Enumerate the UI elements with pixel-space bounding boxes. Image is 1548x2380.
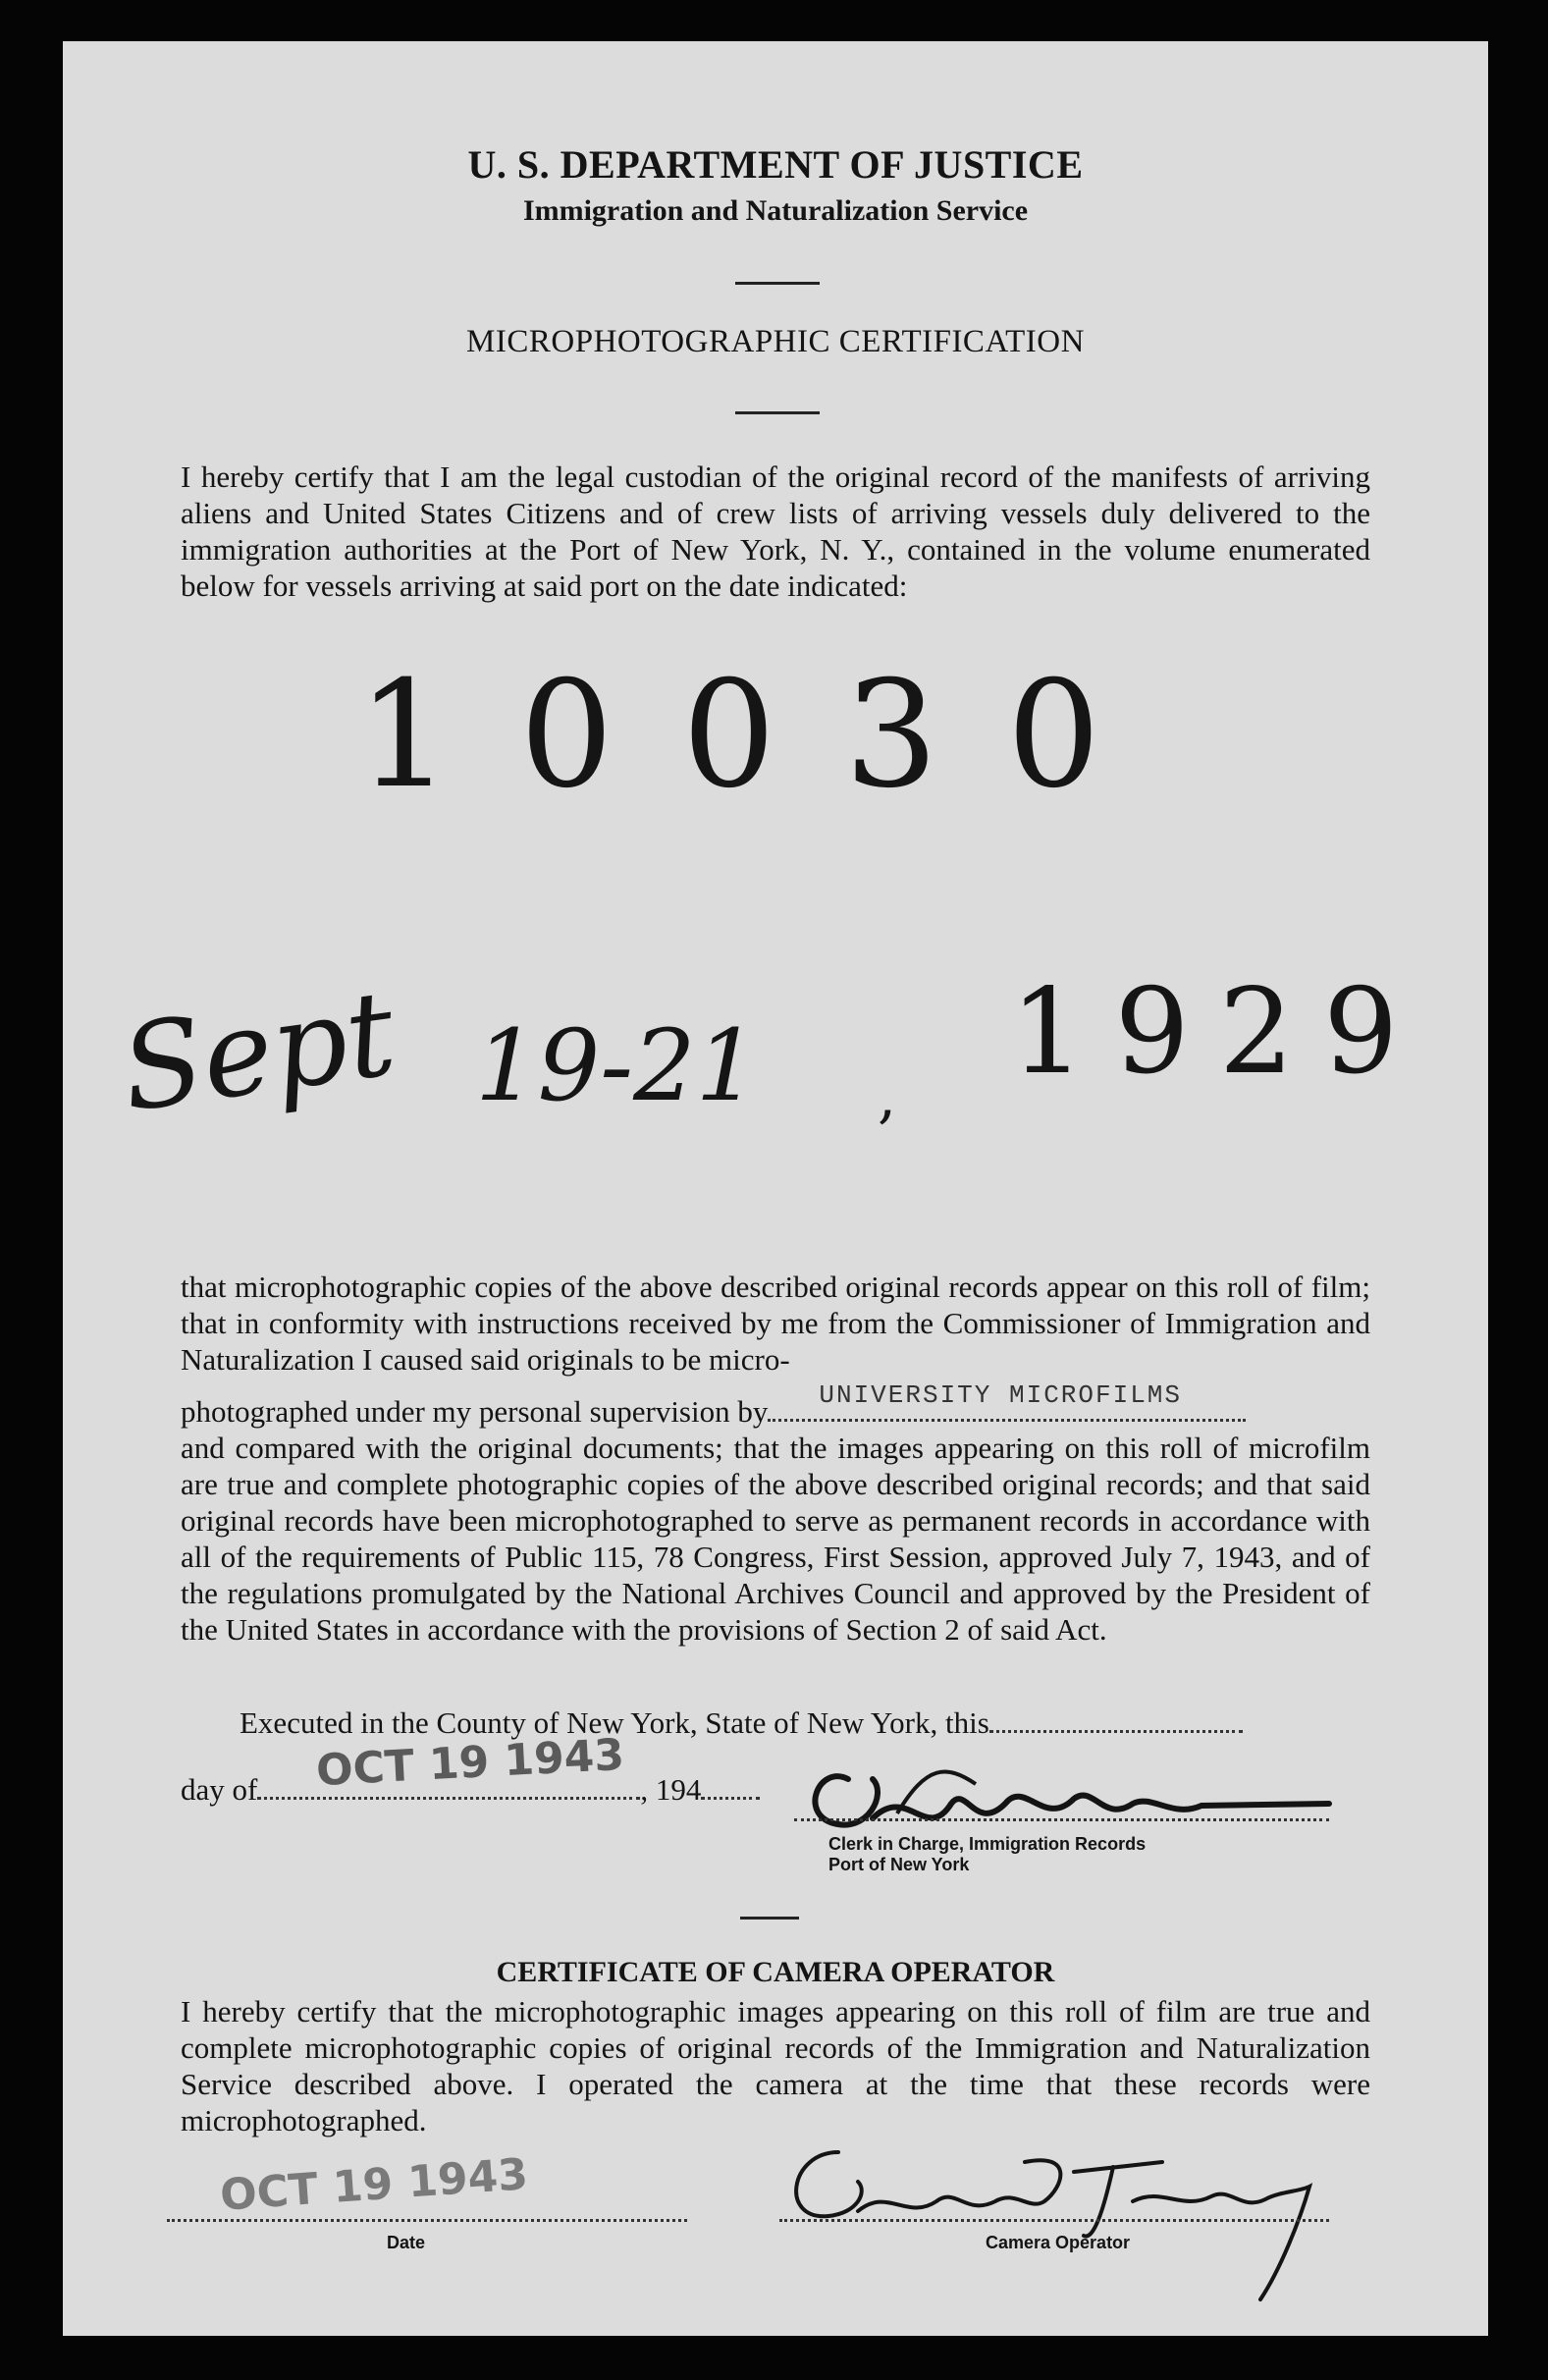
camera-operator-caption: Camera Operator xyxy=(986,2233,1131,2252)
date-stamp: OCT 19 1943 xyxy=(314,1729,626,1797)
date-stamp: OCT 19 1943 xyxy=(218,2149,530,2221)
camera-operator-signature xyxy=(750,2133,1339,2319)
department-heading: U. S. DEPARTMENT OF JUSTICE xyxy=(467,142,1084,187)
supervision-row xyxy=(181,1380,1246,1430)
executed-label: Executed in the County of New York, State of New York, this xyxy=(240,1705,989,1740)
divider xyxy=(740,1917,799,1920)
year-label: , 194 xyxy=(640,1772,702,1807)
certification-body-start: that microphotographic copies of the above described original records appear on this roll of film; that in conformity with instructions received by me from the Commissioner of Immigration and Naturalization I caused said originals to be micro- xyxy=(181,1270,1370,1377)
form-title: MICROPHOTOGRAPHIC CERTIFICATION xyxy=(466,324,1085,359)
certification-intro: I hereby certify that I am the legal custodian of the original record of the manifests of arriving aliens and United States Citizens and of crew lists of arriving vessels duly delivered to the immigration authorities at the Port of New York, N. Y., contained in the volume enumerated below for vessels arriving at said port on the date indicated: xyxy=(181,460,1370,603)
clerk-port-text: Port of New York xyxy=(828,1855,970,1874)
divider xyxy=(735,411,820,414)
clerk-title-text: Clerk in Charge, Immigration Records xyxy=(828,1834,1147,1854)
day-of-label: day of xyxy=(181,1772,258,1807)
supervision-label: photographed under my personal supervision by xyxy=(181,1394,769,1429)
handwritten-month: Sept xyxy=(113,965,403,1139)
certification-body-rest: and compared with the original documents; that the images appearing on this roll of microfilm are true and complete photographic copies of the above described original records; and that said original records have been microphotographed to serve as permanent records in accordance with all of the requirements of Public 115, 78 Congress, First Session, approved July 7, 1943, and of the regulations promulgated by the National Archives Council and approved by the President of the United States in accordance with the provisions of Section 2 of said Act. xyxy=(181,1431,1370,1647)
clerk-signature-line xyxy=(794,1818,1329,1821)
date-caption: Date xyxy=(387,2233,426,2252)
operator-signature-line xyxy=(779,2219,1329,2222)
divider xyxy=(735,282,820,285)
handwritten-days: 19-21 xyxy=(475,1008,759,1123)
camera-operator-title: CERTIFICATE OF CAMERA OPERATOR xyxy=(496,1956,1055,1988)
date-line xyxy=(167,2219,687,2222)
clerk-title xyxy=(828,1834,1146,1875)
handwritten-volume-number: 10030 xyxy=(357,650,1170,821)
service-subheading: Immigration and Naturalization Service xyxy=(522,194,1029,227)
handwritten-comma: , xyxy=(878,1062,897,1131)
photographer-name: UNIVERSITY MICROFILMS xyxy=(819,1380,1183,1410)
handwritten-year: 1929 xyxy=(1010,964,1428,1101)
camera-operator-text: I hereby certify that the microphotographic images appearing on this roll of film are true and complete microphotographic copies of original records of the Immigration and Naturalization Service described above. I operated the camera at the time that these records were microphotographed. xyxy=(181,1994,1370,2137)
certificate-page xyxy=(63,41,1488,2336)
